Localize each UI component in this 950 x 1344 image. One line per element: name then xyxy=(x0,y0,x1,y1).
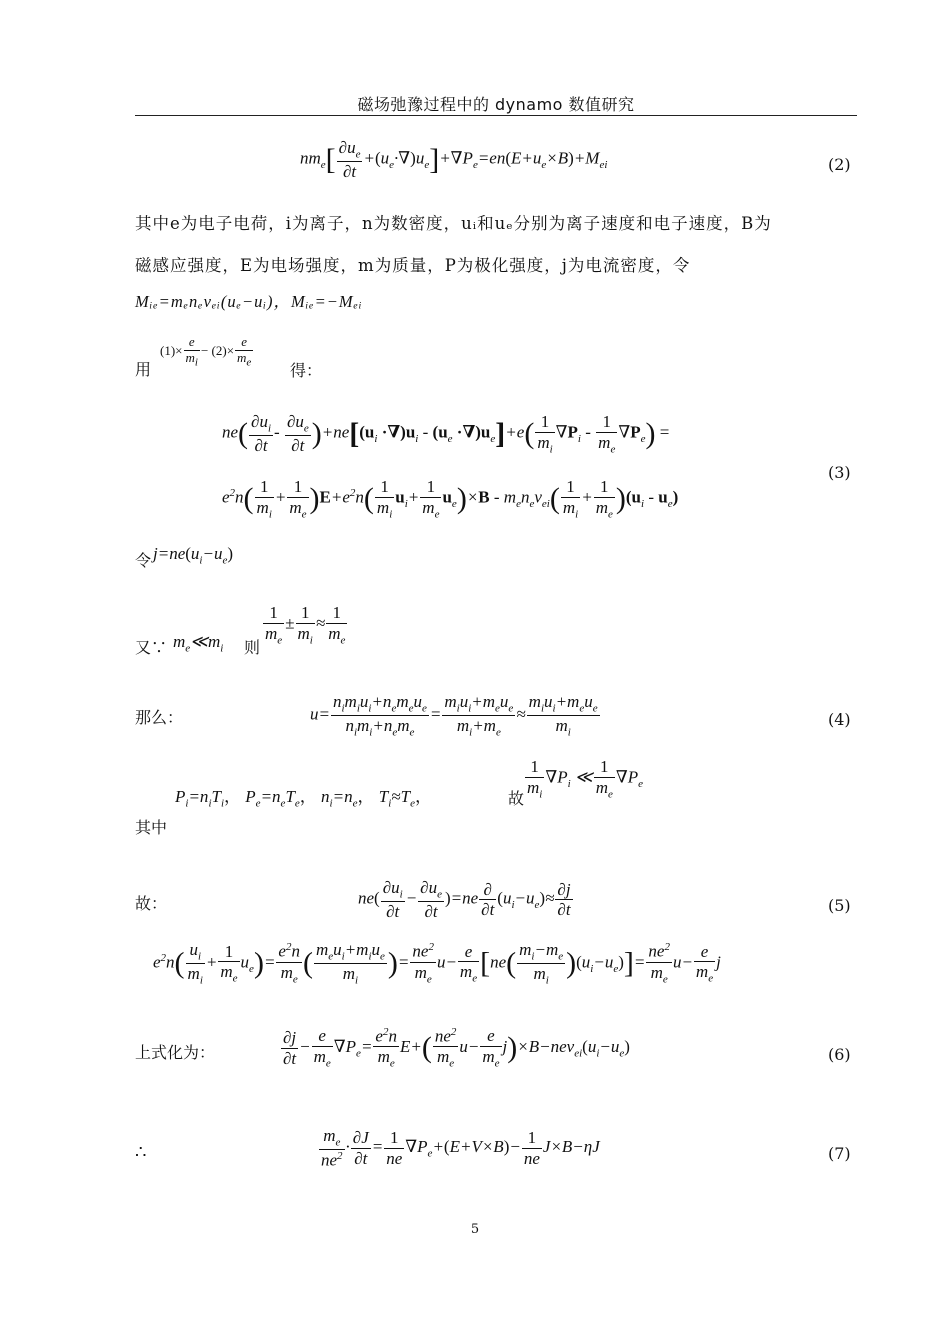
equation-5: ne( $\frac{\partial u_i}{\partial t}$ − $\frac{\partial u_e}{\partial t}$ )=ne $\frac{\partial}{\partial t}$ $(u_i-u_e)\approx$ $\frac{\partial j}{\partial t}$ xyxy=(358,878,571,922)
equation-number-5: (5) xyxy=(828,896,851,915)
equation-number-4: (4) xyxy=(828,710,851,729)
pressure-relations: $P_i=n_iT_i$， $P_e=n_eT_e$， $n_i=n_e$， $T_i\approx T_e$， xyxy=(175,787,432,810)
mass-ratio-condition: $m_e≪m_i$ xyxy=(173,632,224,655)
label-hence: ∴ xyxy=(135,1142,147,1163)
current-density-definition: $j=ne(u_i-u_e)$ xyxy=(153,544,234,567)
equation-6: $\frac{\partial j}{\partial t}$ − $\frac{e}{m_e}$ $\nabla P_e=$ $\frac{e^2n}{m_e}$ E+( $\frac{ne^2}{m_e}$ u− $\frac{e}{m_e}$ $j)\times B-ne\nu_{ei}(u_i-u_e)$ xyxy=(283,1026,630,1070)
label-therefore: 故： xyxy=(135,894,168,913)
derivation-line: $e^2n$( $\frac{u_i}{m_i}$ + $\frac{1}{m_e}$ $u_e)=$ $\frac{e^2n}{m_e}$ ( $\frac{m_eu_i+m_iu_e}{m_i}$ )= $\frac{ne^2}{m_e}$ u− $\frac{e}{m_e}$ [ne( $\frac{m_i-m_e}{m_i}$ )$(u_i-u_e)]=$ $\frac{ne^2}{m_e}$ u− $\frac{e}{m_e}$ j xyxy=(153,940,721,987)
equation-number-2: (2) xyxy=(828,155,851,174)
operation-expression: (1)× $\frac{e}{m_i}$ − (2)× $\frac{e}{m_e}$ xyxy=(160,334,252,369)
equation-3-line-1: ne( $\frac{\partial u_i}{\partial t}$ - $\frac{\partial u_e}{\partial t}$ )$+ne[(u_i \cdot\nabla)u_i - (u_e \cdot\nabla)u_e]+e$( $\frac{1}{m_i}$ $\nabla P_i$ - $\frac{1}{m_e}$ $\nabla P_e$) = xyxy=(222,412,670,456)
paragraph-line-2: 磁感应强度，E为电场强度，m为质量，P为极化强度，j为电流密度，令 xyxy=(135,256,691,275)
label-let: 令 xyxy=(135,551,152,570)
label-then: 则 xyxy=(244,638,261,657)
paragraph-line-3: Mᵢₑ=mₑnₑνₑᵢ(uₑ−uᵢ)，Mᵢₑ=−Mₑᵢ xyxy=(135,292,363,311)
page-header-title: 磁场弛豫过程中的 dynamo 数值研究 xyxy=(357,95,635,114)
equation-2: $nm_e$[ $\frac{\partial u_e}{\partial t}$ $+(u_e\cdot\nabla)u_e]+\nabla P_e=en(E+u_e\times B)+M_{ei}$ xyxy=(300,138,608,182)
label-use: 用 xyxy=(135,360,152,379)
label-simplified: 上式化为： xyxy=(135,1043,216,1062)
label-since: 又∵ xyxy=(135,638,168,657)
header-rule xyxy=(135,115,857,116)
page-number: 5 xyxy=(470,1222,480,1237)
equation-number-3: (3) xyxy=(828,463,851,482)
label-where: 其中 xyxy=(135,818,168,837)
equation-4: u= $\frac{n_im_iu_i+n_em_eu_e}{n_im_i+n_em_e}$ = $\frac{m_iu_i+m_eu_e}{m_i+m_e}$ ≈ $\frac{m_iu_i+m_eu_e}{m_i}$ xyxy=(310,692,598,739)
label-so-that: 那么： xyxy=(135,708,184,727)
pressure-gradient-comparison: $\frac{1}{m_i}$ $\nabla P_i$ ≪ $\frac{1}{m_e}$ $\nabla P_e$ xyxy=(527,757,644,800)
label-therefore-word: 故 xyxy=(508,789,525,808)
equation-number-6: (6) xyxy=(828,1045,851,1064)
label-use-suffix: 得： xyxy=(290,361,323,380)
paragraph-line-1: 其中e为电子电荷，i为离子，n为数密度，uᵢ和uₑ分别为离子速度和电子速度，B为 xyxy=(135,214,772,233)
equation-3-line-2: $e^2n$( $\frac{1}{m_i}$ + $\frac{1}{m_e}$ )$E+e^2n$( $\frac{1}{m_i}$ $u_i+$ $\frac{1}{m_e}$ $u_e)\times B - m_en_e\nu_{ei}$( $\frac{1}{m_i}$ + $\frac{1}{m_e}$ )$(u_i - u_e)$ xyxy=(222,477,679,520)
equation-7: $\frac{m_e}{ne^2}$ · $\frac{\partial J}{\partial t}$ = $\frac{1}{ne}$ $\nabla P_e+(E+V\times B)-$ $\frac{1}{ne}$ J×B−ηJ xyxy=(321,1126,600,1170)
equation-number-7: (7) xyxy=(828,1144,851,1163)
mass-approximation: $\frac{1}{m_e}$ ± $\frac{1}{m_i}$ ≈ $\frac{1}{m_e}$ xyxy=(265,603,346,646)
